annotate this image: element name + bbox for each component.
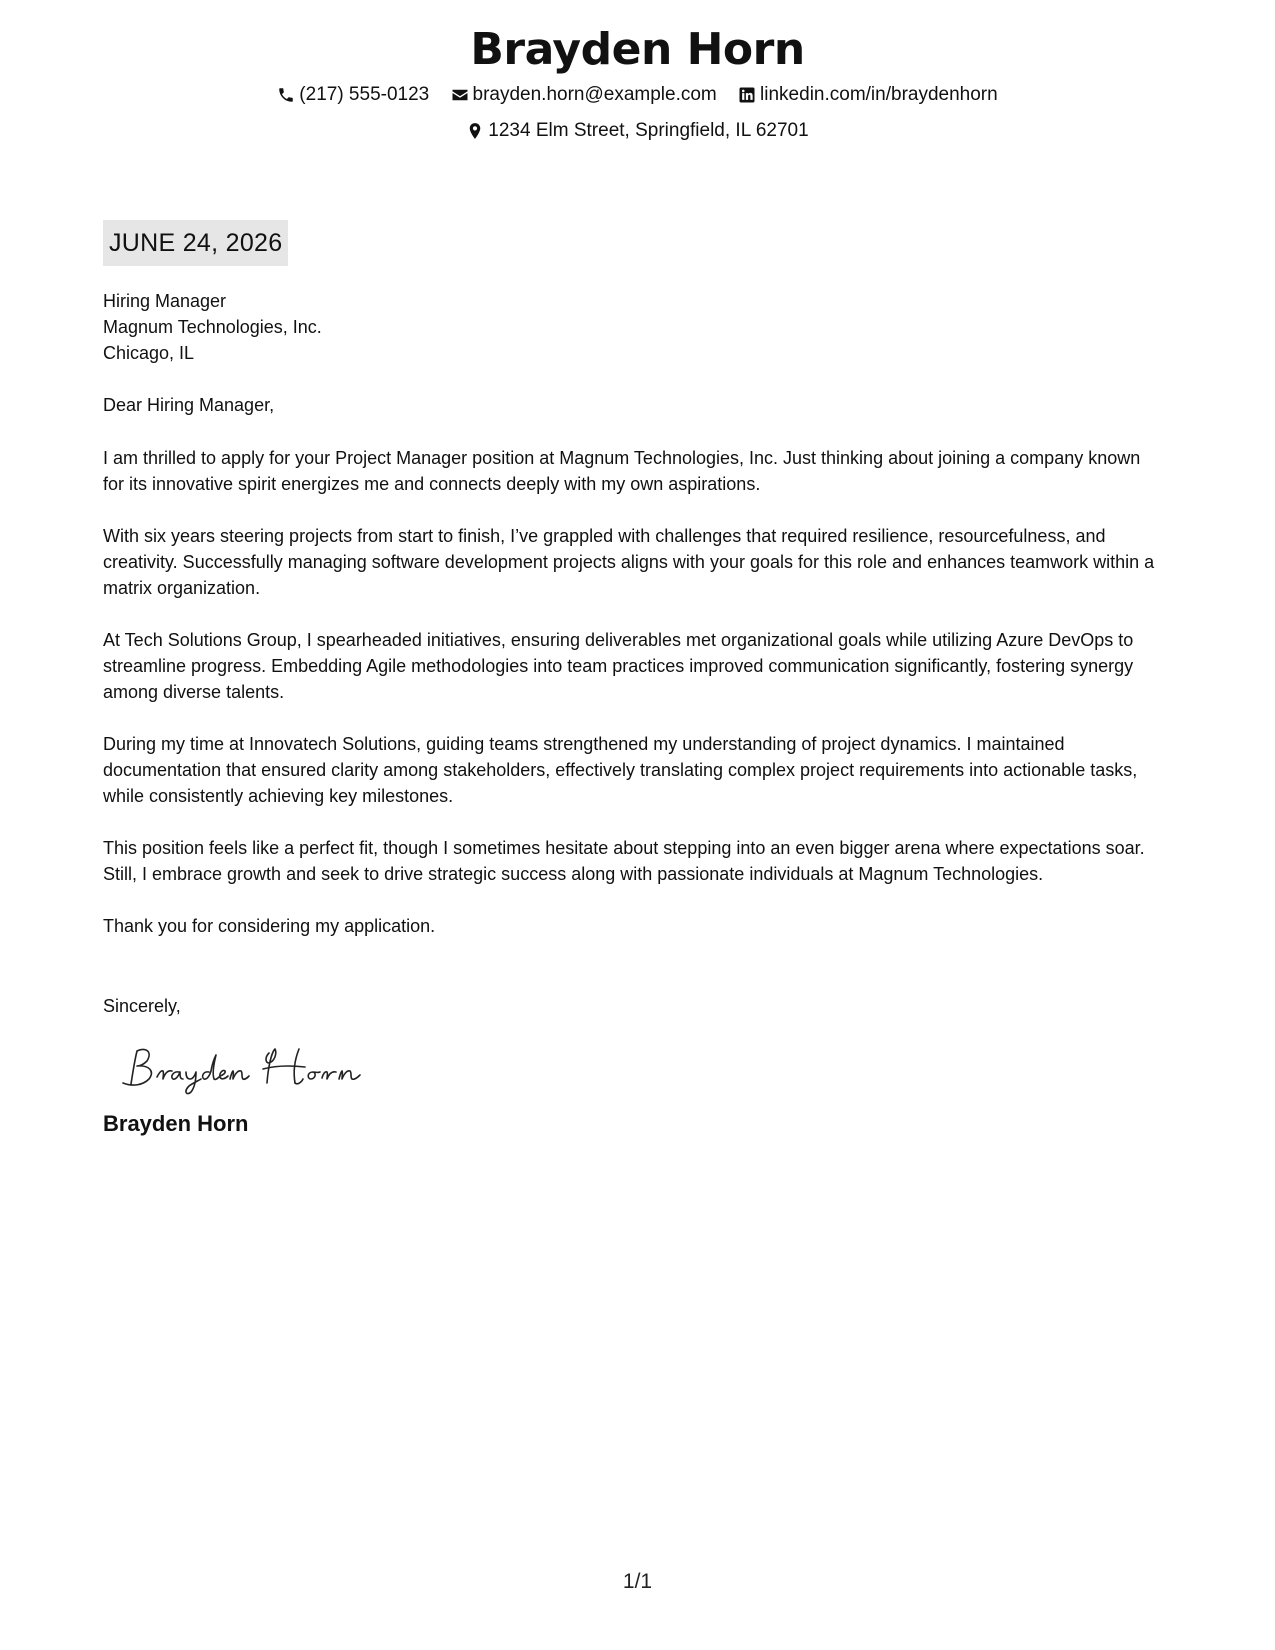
email-address: brayden.horn@example.com: [472, 84, 717, 105]
letter-body: [103, 220, 1165, 1139]
recipient-location: Chicago, IL: [103, 343, 195, 363]
signoff: Sincerely,: [103, 996, 181, 1016]
phone-number: (217) 555-0123: [299, 84, 430, 105]
recipient-title: Hiring Manager: [103, 291, 227, 311]
envelope-icon: [451, 86, 469, 104]
contact-line-primary: [0, 82, 1275, 112]
contact-line-address: [0, 118, 1275, 148]
applicant-name: Brayden Horn: [470, 24, 805, 75]
page-number: 1/1: [622, 1570, 653, 1593]
phone-contact: [277, 82, 429, 108]
linkedin-url: linkedin.com/in/braydenhorn: [760, 84, 998, 105]
address-contact: [466, 118, 808, 144]
phone-icon: [277, 86, 295, 104]
signature-drawing: [119, 1039, 379, 1099]
linkedin-icon: [738, 86, 756, 104]
body-paragraph: With six years steering projects from start to finish, I’ve grappled with challenges that required resilience, resourcefulness, and creativity. Successfully managing software development projects aligns with your goals for this role and enhances teamwork within a matrix organization.: [103, 526, 1155, 598]
street-address: 1234 Elm Street, Springfield, IL 62701: [488, 120, 809, 141]
body-paragraph: At Tech Solutions Group, I spearheaded initiatives, ensuring deliverables met organizational goals while utilizing Azure DevOps to streamline progress. Embedding Agile methodologies into team practices improved communication significantly, fostering synergy among diverse talents.: [103, 630, 1134, 702]
recipient-company: Magnum Technologies, Inc.: [103, 317, 322, 337]
handwritten-signature: [119, 1039, 379, 1099]
body-paragraph: This position feels like a perfect fit, though I sometimes hesitate about stepping into an even bigger arena where expectations soar. Still, I embrace growth and seek to drive strategic success along with passionate individuals at Magnum Technologies.: [103, 838, 1145, 884]
letter-date: JUNE 24, 2026: [103, 220, 288, 266]
letter-header: [0, 22, 1275, 148]
email-contact: [451, 82, 717, 108]
salutation: Dear Hiring Manager,: [103, 395, 275, 415]
body-paragraph: During my time at Innovatech Solutions, guiding teams strengthened my understanding of project dynamics. I maintained documentation that ensured clarity among stakeholders, effectively translating complex project requirements into actionable tasks, while consistently achieving key milestones.: [103, 734, 1138, 806]
typed-name: Brayden Horn: [103, 1111, 249, 1136]
map-pin-icon: [466, 122, 484, 140]
recipient-block: [103, 288, 1165, 366]
closing-line: Thank you for considering my application.: [103, 916, 436, 936]
linkedin-contact: [738, 82, 998, 108]
body-paragraph: I am thrilled to apply for your Project Manager position at Magnum Technologies, Inc. Just thinking about joining a company known for its innovative spirit energizes me and connects deeply with my own aspirations.: [103, 448, 1141, 494]
